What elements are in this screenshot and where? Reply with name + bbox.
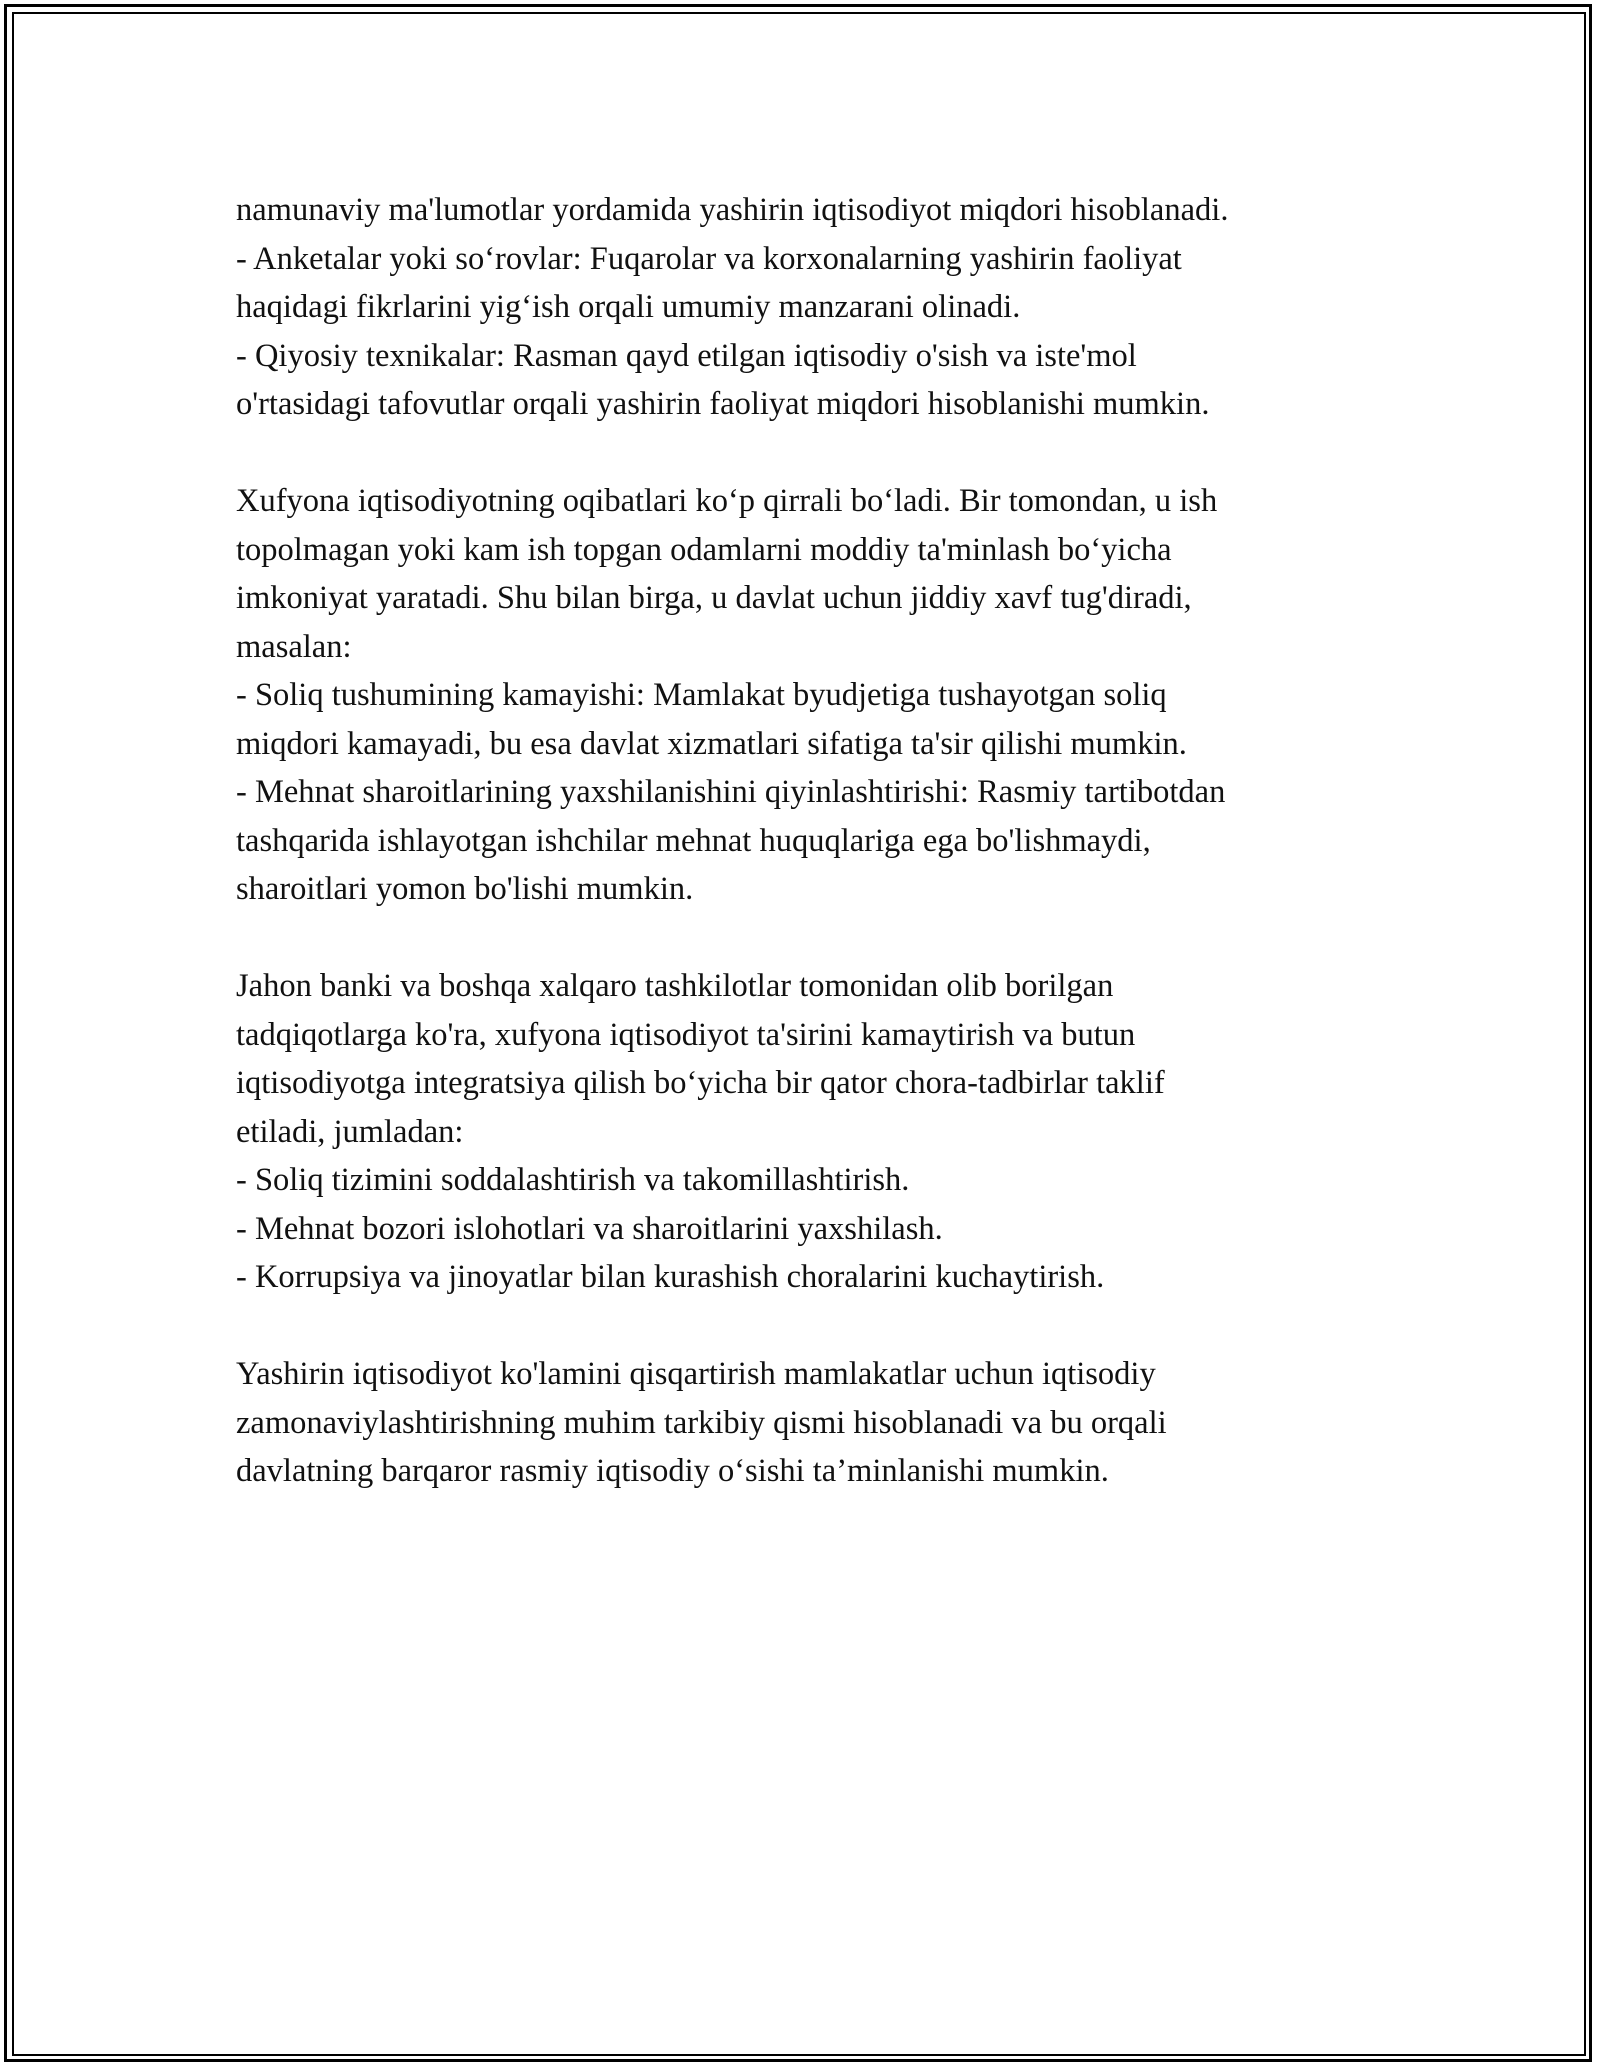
text-line: Xufyona iqtisodiyotning oqibatlari ko‘p qirrali bo‘ladi. Bir tomondan, u ish [236, 483, 1218, 519]
paragraph-conclusion [236, 1350, 1366, 1496]
list-item: - Soliq tushumining kamayishi: Mamlakat byudjetiga tushayotgan soliq [236, 677, 1167, 713]
paragraph-measures [236, 962, 1366, 1302]
list-item: - Soliq tizimini soddalashtirish va takomillashtirish. [236, 1162, 910, 1198]
text-line: masalan: [236, 628, 352, 665]
text-line: etiladi, jumladan: [236, 1113, 464, 1150]
text-line: davlatning barqaror rasmiy iqtisodiy o‘sishi ta’minlanishi mumkin. [236, 1453, 1109, 1489]
paragraph-spacer [236, 1302, 1366, 1351]
paragraph-consequences [236, 477, 1366, 914]
paragraph-spacer [236, 429, 1366, 478]
text-line: topolmagan yoki kam ish topgan odamlarni moddiy ta'minlash bo‘yicha [236, 531, 1172, 568]
text-line: o'rtasidagi tafovutlar orqali yashirin faoliyat miqdori hisoblanishi mumkin. [236, 386, 1210, 422]
text-line: Yashirin iqtisodiyot ko'lamini qisqartirish mamlakatlar uchun iqtisodiy [236, 1356, 1156, 1392]
text-line: tadqiqotlarga ko'ra, xufyona iqtisodiyot ta'sirini kamaytirish va butun [236, 1016, 1136, 1053]
text-line: imkoniyat yaratadi. Shu bilan birga, u davlat uchun jiddiy xavf tug'diradi, [236, 580, 1192, 616]
text-line: sharoitlari yomon bo'lishi mumkin. [236, 871, 694, 907]
text-line: tashqarida ishlayotgan ishchilar mehnat huquqlariga ega bo'lishmaydi, [236, 822, 1151, 859]
text-line: namunaviy ma'lumotlar yordamida yashirin iqtisodiyot miqdori hisoblanadi. [236, 192, 1229, 228]
text-line: haqidagi fikrlarini yig‘ish orqali umumiy manzarani olinadi. [236, 289, 1021, 325]
text-line: Jahon banki va boshqa xalqaro tashkilotlar tomonidan olib borilgan [236, 968, 1114, 1004]
text-line: iqtisodiyotga integratsiya qilish bo‘yicha bir qator chora-tadbirlar taklif [236, 1065, 1165, 1101]
list-item: - Qiyosiy texnikalar: Rasman qayd etilgan iqtisodiy o'sish va iste'mol [236, 337, 1137, 374]
paragraph-measurement-methods [236, 186, 1366, 429]
list-item: - Anketalar yoki so‘rovlar: Fuqarolar va korxonalarning yashirin faoliyat [236, 240, 1182, 277]
text-line: zamonaviylashtirishning muhim tarkibiy qismi hisoblanadi va bu orqali [236, 1404, 1167, 1441]
list-item: - Mehnat sharoitlarining yaxshilanishini qiyinlashtirishi: Rasmiy tartibotdan [236, 774, 1226, 810]
list-item: - Mehnat bozori islohotlari va sharoitlarini yaxshilash. [236, 1210, 943, 1247]
document-body [236, 186, 1366, 1496]
paragraph-spacer [236, 914, 1366, 963]
text-line: miqdori kamayadi, bu esa davlat xizmatlari sifatiga ta'sir qilishi mumkin. [236, 725, 1187, 762]
list-item: - Korrupsiya va jinoyatlar bilan kurashish choralarini kuchaytirish. [236, 1259, 1105, 1295]
